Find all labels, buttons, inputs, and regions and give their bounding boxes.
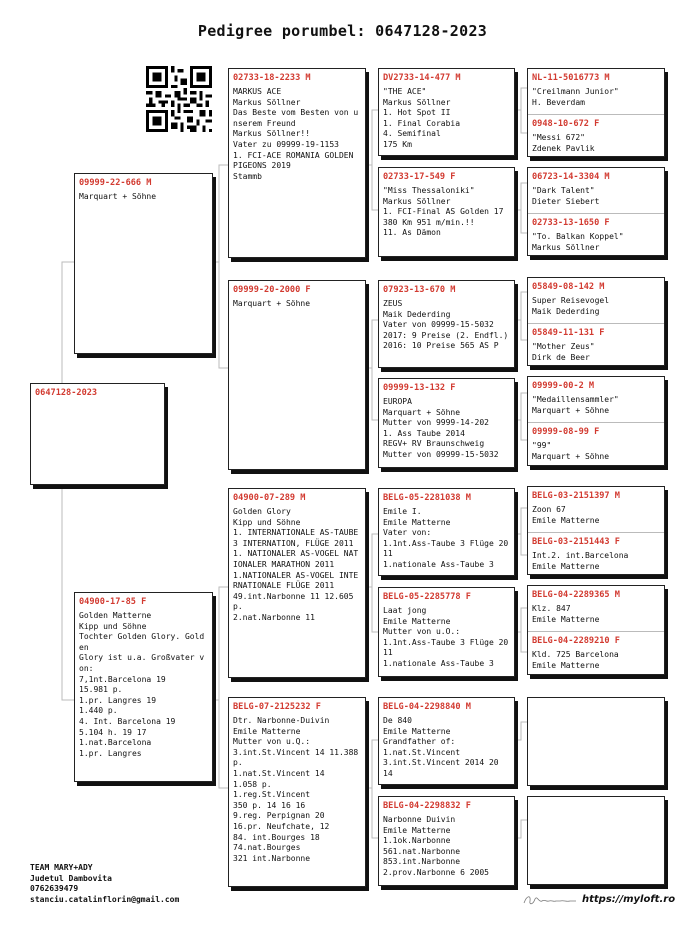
gg-grandparent-pair-card[interactable] [527, 376, 665, 466]
gg-grandparent-info: Klz. 847 Emile Matterne [532, 604, 600, 624]
grandparent-info: Marquart + Söhne [233, 299, 311, 308]
breeder-phone: 0762639479 [30, 884, 79, 893]
sire-card[interactable] [74, 173, 213, 354]
gg-grandparent-info: "To. Balkan Koppel" Markus Söllner [532, 232, 624, 252]
gg-grandparent-ring: BELG-04-2289210 F [532, 636, 620, 646]
great-grandparent-ring: 02733-17-549 F [383, 172, 456, 182]
great-grandparent-ring: BELG-05-2281038 M [383, 493, 471, 503]
grandparent-info: Golden Glory Kipp und Söhne 1. INTERNATIONALE AS-TAUBE 3 INTERNATION, FLÜGE 2011 1. NATIONALER AS-VOGEL NATIONALER MARATHON 2011 1.NATIONALER AS-VOGEL INTERNATIONALE FLÜGE 2011 49.int.Narbonne 11 12.605 p. 2.nat.Narbonne 11 [233, 507, 359, 622]
gg-grandparent-info: Int.2. int.Barcelona Emile Matterne [532, 551, 629, 571]
gg-grandparent-ring: BELG-03-2151397 M [532, 491, 620, 501]
gg-grandparent-pair-card[interactable] [527, 585, 665, 675]
great-grandparent-info: Laat jong Emile Matterne Mutter von u.O.: 1.1nt.Ass-Taube 3 Flüge 2011 1.nationale Ass-Taube 3 [383, 606, 509, 668]
great-grandparent-ring: BELG-04-2298840 M [383, 702, 471, 712]
subject-card[interactable] [30, 383, 165, 485]
signature-icon [522, 893, 578, 907]
grandparent-ring: BELG-07-2125232 F [233, 702, 321, 712]
gg-grandparent-ring: 0948-10-672 F [532, 119, 600, 129]
breeder-team: TEAM MARY+ADY [30, 863, 93, 872]
gg-grandparent-ring: 05849-08-142 M [532, 282, 605, 292]
great-grandparent-card[interactable] [378, 167, 515, 257]
breeder-email[interactable]: stanciu.catalinflorin@gmail.com [30, 894, 180, 904]
gg-grandparent-info: Super Reisevogel Maik Dederding [532, 296, 610, 316]
great-grandparent-card[interactable] [378, 280, 515, 368]
dam-card[interactable] [74, 592, 213, 782]
sire-ring: 09999-22-666 M [79, 178, 152, 188]
grandparent-info: MARKUS ACE Markus Söllner Das Beste vom Besten von unserem Freund Markus Söllner!! Vater zu 09999-19-1153 1. FCI-ACE ROMANIA GOLDEN PIGEONS 2019 Stammb [233, 87, 359, 181]
gg-grandparent-info: Zoon 67 Emile Matterne [532, 505, 600, 525]
gg-grandparent-ring: 09999-08-99 F [532, 427, 600, 437]
qr-code-icon [146, 66, 212, 132]
gg-grandparent-pair-card[interactable] [527, 486, 665, 575]
great-grandparent-ring: 09999-13-132 F [383, 383, 456, 393]
great-grandparent-info: Emile I. Emile Matterne Vater von: 1.1nt.Ass-Taube 3 Flüge 2011 1.nationale Ass-Taube 3 [383, 507, 509, 569]
great-grandparent-info: EUROPA Marquart + Söhne Mutter von 9999-14-202 1. Ass Taube 2014 REGV+ RV Braunschweig Mutter von 09999-15-5032 [383, 397, 499, 459]
great-grandparent-card[interactable] [378, 378, 515, 468]
gg-grandparent-ring: 05849-11-131 F [532, 328, 605, 338]
gg-grandparent-info: "Mother Zeus" Dirk de Beer [532, 342, 595, 362]
great-grandparent-ring: BELG-04-2298832 F [383, 801, 471, 811]
great-grandparent-info: Narbonne Duivin Emile Matterne 1.1ok.Narbonne 561.nat.Narbonne 853.int.Narbonne 2.prov.Narbonne 6 2005 [383, 815, 489, 877]
page-title: Pedigree porumbel: 0647128-2023 [197, 22, 488, 40]
grandparent-card[interactable] [228, 697, 366, 887]
grandparent-card[interactable] [228, 280, 366, 470]
gg-grandparent-info: "Messi 672" Zdenek Pavlik [532, 133, 595, 153]
great-grandparent-info: "Miss Thessaloniki" Markus Söllner 1. FCI-Final AS Golden 17 380 Km 951 m/min.!! 11. As Dämon [383, 186, 504, 238]
gg-grandparent-info: "Creilmann Junior" H. Beverdam [532, 87, 619, 107]
dam-ring: 04900-17-85 F [79, 597, 147, 607]
breeder-contact [30, 863, 179, 905]
gg-grandparent-ring: BELG-04-2289365 M [532, 590, 620, 600]
website-link[interactable]: https://myloft.ro [582, 894, 676, 905]
breeder-county: Judetul Dambovita [30, 873, 112, 883]
gg-grandparent-info: "Dark Talent" Dieter Siebert [532, 186, 600, 206]
grandparent-card[interactable] [228, 488, 366, 678]
great-grandparent-info: ZEUS Maik Dederding Vater von 09999-15-5032 2017: 9 Preise (2. Endfl.) 2016: 10 Preise 565 AS P [383, 299, 509, 351]
gg-grandparent-ring: BELG-03-2151443 F [532, 537, 620, 547]
gg-grandparent-ring: NL-11-5016773 M [532, 73, 610, 83]
gg-grandparent-info: "99" Marquart + Söhne [532, 441, 610, 461]
grandparent-ring: 04900-07-289 M [233, 493, 306, 503]
sire-info: Marquart + Söhne [79, 192, 157, 201]
empty-ancestor-card[interactable] [527, 796, 665, 885]
gg-grandparent-pair-card[interactable] [527, 167, 665, 256]
gg-grandparent-info: Kld. 725 Barcelona Emile Matterne [532, 650, 619, 670]
great-grandparent-card[interactable] [378, 68, 515, 156]
gg-grandparent-ring: 06723-14-3304 M [532, 172, 610, 182]
gg-grandparent-ring: 02733-13-1650 F [532, 218, 610, 228]
subject-ring: 0647128-2023 [35, 388, 98, 398]
great-grandparent-card[interactable] [378, 697, 515, 785]
great-grandparent-card[interactable] [378, 587, 515, 677]
grandparent-ring: 09999-20-2000 F [233, 285, 311, 295]
great-grandparent-card[interactable] [378, 488, 515, 576]
great-grandparent-info: "THE ACE" Markus Söllner 1. Hot Spot II 1. Final Corabia 4. Semifinal 175 Km [383, 87, 461, 149]
grandparent-ring: 02733-18-2233 M [233, 73, 311, 83]
great-grandparent-ring: 07923-13-670 M [383, 285, 456, 295]
empty-ancestor-card[interactable] [527, 697, 665, 786]
gg-grandparent-pair-card[interactable] [527, 68, 665, 157]
gg-grandparent-pair-card[interactable] [527, 277, 665, 366]
great-grandparent-ring: DV2733-14-477 M [383, 73, 461, 83]
grandparent-info: Dtr. Narbonne-Duivin Emile Matterne Mutter von u.Q.: 3.int.St.Vincent 14 11.388 p. 1.nat.St.Vincent 14 1.058 p. 1.reg.St.Vincent 350 p. 14 16 16 9.reg. Perpignan 20 16.pr. Neufchate, 12 84. int.Bourges 18 74.nat.Bourges 321 int.Narbonne [233, 716, 359, 863]
gg-grandparent-ring: 09999-00-2 M [532, 381, 595, 391]
grandparent-card[interactable] [228, 68, 366, 258]
great-grandparent-ring: BELG-05-2285778 F [383, 592, 471, 602]
great-grandparent-card[interactable] [378, 796, 515, 886]
great-grandparent-info: De 840 Emile Matterne Grandfather of: 1.nat.St.Vincent 3.int.St.Vincent 2014 20 14 [383, 716, 499, 778]
gg-grandparent-info: "Medaillensammler" Marquart + Söhne [532, 395, 619, 415]
dam-info: Golden Matterne Kipp und Söhne Tochter Golden Glory. Golden Glory ist u.a. Großvater von: 7,1nt.Barcelona 19 15.981 p. 1.pr. Langres 19 1.440 p. 4. Int. Barcelona 19 5.104 h. 19 17 1.nat.Barcelona 1.pr. Langres [79, 611, 205, 758]
